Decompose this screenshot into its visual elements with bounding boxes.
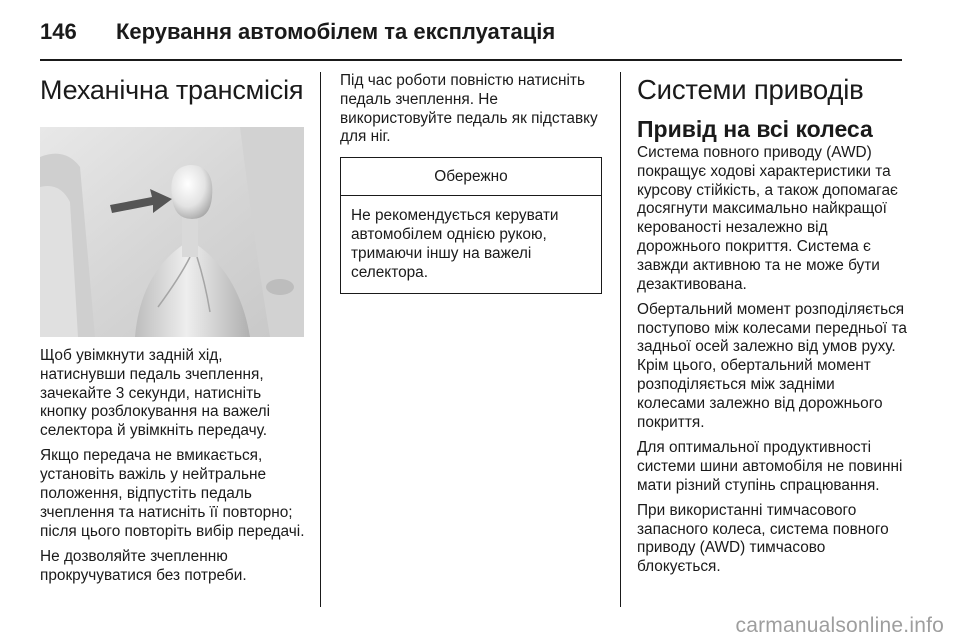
column-manual-transmission (40, 72, 304, 108)
paragraph: При використанні тимчасового запасного колеса, система повного приводу (AWD) тимчасово блокується. (637, 501, 889, 576)
column-drive-systems (637, 72, 907, 584)
paragraph: Не дозволяйте зчепленню прокручуватися без потреби. (40, 547, 247, 584)
column-divider (320, 72, 321, 607)
header-rule (40, 59, 902, 61)
gear-shift-figure (40, 127, 304, 337)
column-divider (620, 72, 621, 607)
column-clutch (340, 72, 602, 294)
manual-transmission-text (40, 347, 308, 592)
paragraph: Для оптимальної продуктивності системи шини автомобіля не повинні мати різний ступінь спрацювання. (637, 438, 903, 494)
paragraph: Система повного приводу (AWD) покращує ходові характеристики та курсову стійкість, а також допомагає досягнути максимально найкращої керованості незалежно від дорожнього покриття. Система є завжди активною та не може бути дезактивована. (637, 144, 898, 293)
running-title: Керування автомобілем та експлуатація (116, 19, 556, 44)
paragraph: Обертальний момент розподіляється поступово між колесами передньої та задньої осей залежно від умов руху. Крім цього, обертальний момент розподіляється між задніми колесами залежно від дорожнього покриття. (637, 300, 907, 431)
paragraph: Щоб увімкнути задній хід, натиснувши педаль зчеплення, зачекайте 3 секунди, натисніть кнопку розблокування на важелі селектора й увімкніть передачу. (40, 347, 271, 440)
paragraph: Якщо передача не вмикається, установіть важіль у нейтральне положення, відпустіть педаль зчеплення та натисніть її повторно; після цього повторіть вибір передачі. (40, 447, 305, 540)
paragraph: Під час роботи повністю натисніть педаль зчеплення. Не використовуйте педаль як підставку для ніг. (340, 72, 598, 146)
watermark: carmanualsonline.info (735, 614, 944, 637)
caution-title: Обережно (341, 158, 601, 196)
caution-text: Не рекомендується керувати автомобілем однією рукою, тримаючи іншу на важелі селектора. (351, 207, 559, 281)
caution-body (341, 196, 601, 293)
caution-box (340, 157, 602, 294)
subheading-all-wheel-drive: Привід на всі колеса (637, 116, 873, 142)
page-header (40, 17, 555, 47)
gear-shift-lever-illustration (40, 127, 304, 337)
section-heading-manual-transmission: Механічна трансмісія (40, 75, 304, 105)
page-number: 146 (40, 19, 77, 44)
section-heading-drive-systems: Системи приводів (637, 74, 864, 105)
